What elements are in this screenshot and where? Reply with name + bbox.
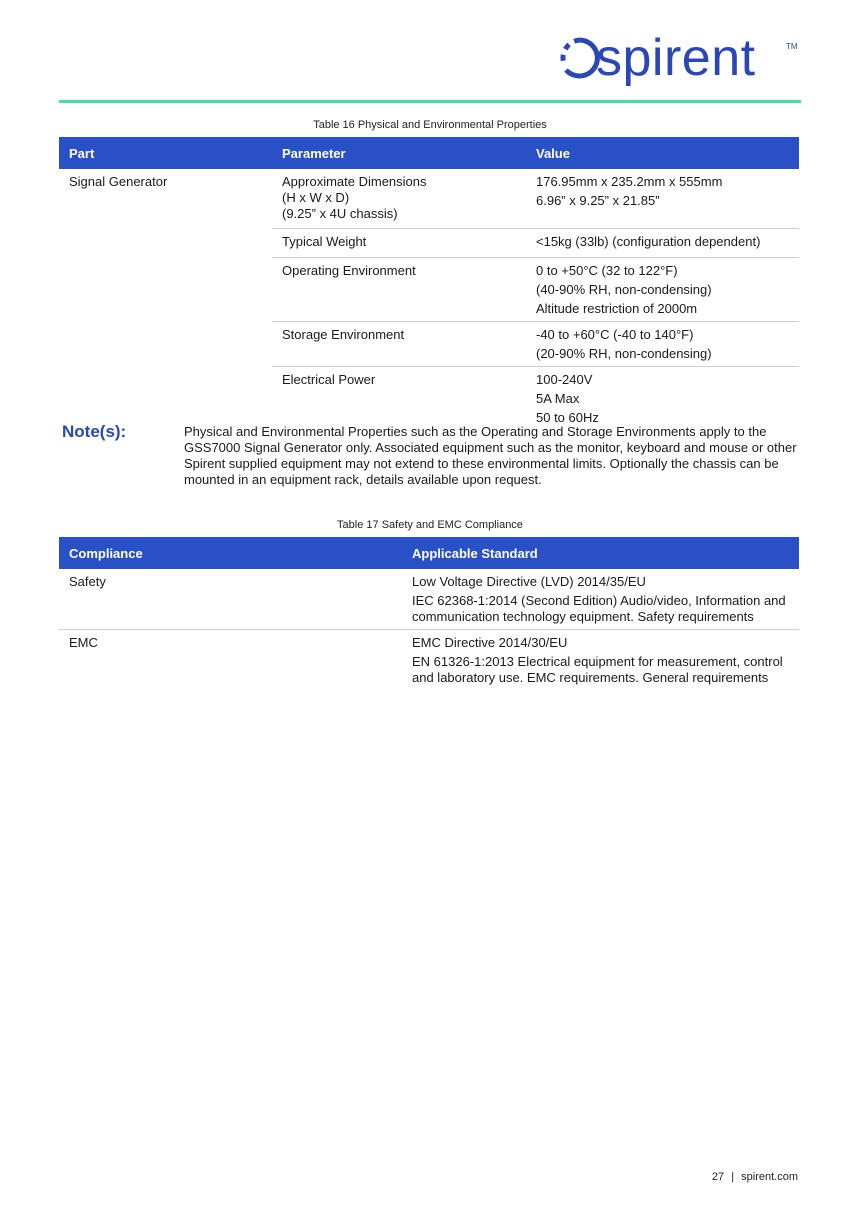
parameter-line: (9.25” x 4U chassis) <box>282 206 398 221</box>
value-cell <box>526 322 799 367</box>
parameter-cell <box>272 367 526 430</box>
parameter-line: Approximate Dimensions <box>282 174 427 189</box>
value-cell <box>526 258 799 322</box>
table17-header-compliance: Compliance <box>59 537 402 569</box>
parameter-cell <box>272 229 526 258</box>
parameter-line: Operating Environment <box>282 263 416 278</box>
trademark-mark: TM <box>786 42 798 51</box>
header-rule <box>59 100 801 103</box>
compliance-cell: Safety <box>59 569 402 630</box>
table16-header-part: Part <box>59 137 272 169</box>
value-line: -40 to +60°C (-40 to 140°F) <box>536 327 694 342</box>
table16-header-row <box>59 137 799 169</box>
table16-header-value: Value <box>526 137 799 169</box>
value-line: 0 to +50°C (32 to 122°F) <box>536 263 678 278</box>
footer-separator: | <box>731 1171 735 1183</box>
compliance-cell: EMC <box>69 635 98 650</box>
table17-header-standard: Applicable Standard <box>402 537 799 569</box>
table16-caption: Table 16 Physical and Environmental Properties <box>313 119 547 131</box>
page-footer <box>712 1171 798 1183</box>
logo-wordmark: spirent <box>596 29 756 87</box>
table17 <box>59 537 799 689</box>
standard-line: IEC 62368-1:2014 (Second Edition) Audio/video, Information and communication technology equipment. Safety requirements <box>412 593 786 624</box>
value-line: 100-240V <box>536 372 593 387</box>
parameter-cell <box>272 169 526 229</box>
value-cell <box>526 169 799 229</box>
footer-site-link[interactable]: spirent.com <box>741 1171 798 1183</box>
spirent-logo <box>560 30 805 94</box>
note-text: Physical and Environmental Properties such as the Operating and Storage Environments apply to the GSS7000 Signal Generator only. Associated equipment such as the monitor, keyboard and mouse or other Spirent supplied equipment may not extend to these environmental limits. Optionally the chassis can be mounted in an equipment rack, details available upon request. <box>184 424 797 487</box>
value-line: 50 to 60Hz <box>536 410 599 425</box>
value-line: Altitude restriction of 2000m <box>536 301 698 316</box>
parameter-line: Typical Weight <box>282 234 367 249</box>
standard-line: EMC Directive 2014/30/EU <box>412 635 568 650</box>
value-line: 6.96” x 9.25” x 21.85” <box>536 193 660 208</box>
value-line: 5A Max <box>536 391 580 406</box>
table17-caption: Table 17 Safety and EMC Compliance <box>337 519 523 531</box>
parameter-line: Storage Environment <box>282 327 405 342</box>
page-number: 27 <box>711 1171 725 1183</box>
table16 <box>59 137 799 429</box>
table-row <box>59 569 799 630</box>
value-line: 176.95mm x 235.2mm x 555mm <box>536 174 723 189</box>
value-cell <box>526 229 799 258</box>
standard-cell <box>402 630 799 690</box>
table16-header-parameter: Parameter <box>272 137 526 169</box>
parameter-line: (H x W x D) <box>282 190 350 205</box>
part-cell: Signal Generator <box>69 174 168 189</box>
standard-line: EN 61326-1:2013 Electrical equipment for measurement, control and laboratory use. EMC requirements. General requirements <box>412 654 783 685</box>
note-label: Note(s): <box>62 422 127 441</box>
value-line: (40-90% RH, non-condensing) <box>536 282 712 297</box>
spirent-swirl-icon <box>560 34 600 82</box>
value-line: (20-90% RH, non-condensing) <box>536 346 712 361</box>
table-row <box>59 169 799 229</box>
parameter-cell <box>272 322 526 367</box>
table-row <box>59 630 799 690</box>
table17-header-row <box>59 537 799 569</box>
standard-cell <box>402 569 799 630</box>
value-cell <box>526 367 799 430</box>
parameter-cell <box>272 258 526 322</box>
parameter-line: Electrical Power <box>282 372 376 387</box>
standard-line: Low Voltage Directive (LVD) 2014/35/EU <box>412 574 646 589</box>
value-line: <15kg (33lb) (configuration dependent) <box>536 234 761 249</box>
